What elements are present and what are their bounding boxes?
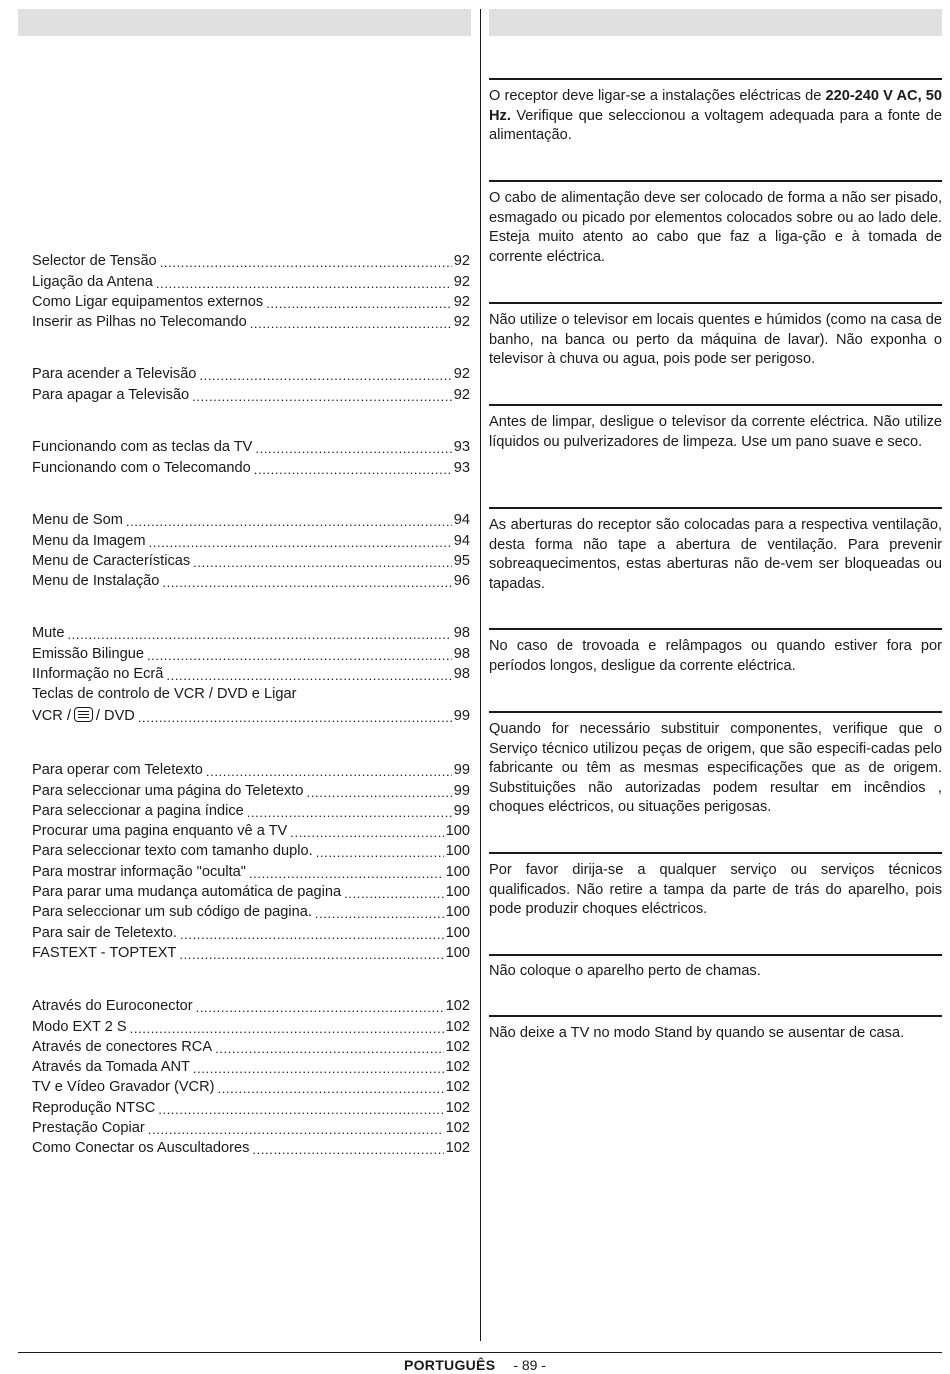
toc-leader [218,1081,444,1096]
toc-leader [126,514,452,529]
toc-item-page: 100 [445,924,470,941]
toc-item-page: 102 [445,1018,470,1035]
warning-rule [489,852,942,854]
toc-item-page: 102 [445,1038,470,1055]
toc-item-vcr-line1 [32,683,470,703]
toc-item-label: Inserir as Pilhas no Telecomando [32,314,247,331]
toc-item-label: Teclas de controlo de VCR / DVD e Ligar [32,686,297,703]
toc-item-page: 102 [445,1120,470,1137]
toc-item-page: 94 [453,512,470,529]
toc-item-label: Menu de Som [32,512,123,529]
warning-servicing: Por favor dirija-se a qualquer serviço ou serviços técnicos qualificados. Não retire a tampa da parte de trás do aparelho, pois pode produzir choques eléctricos. [489,862,942,917]
toc-item-label: Ligação da Antena [32,273,153,290]
toc-item-page: 99 [453,802,470,819]
warning-rule [489,954,942,956]
toc-item-page: 93 [453,439,470,456]
toc-group-7 [32,995,470,1157]
toc-item [32,840,470,860]
toc-leader [290,825,443,840]
warning-replacement-parts: Quando for necessário substituir componentes, verifique que o Serviço técnico utilizou peças de origem, que são especifi-cadas pelo fabricante ou têm as mesmas especificações que as de origem. Substituições não autorizadas podem resultar em incêndios , choques eléctricos, ou situações perigosas. [489,721,942,815]
toc-item [32,663,470,683]
toc-item [32,270,470,290]
toc-item-label: Para seleccionar uma página do Teletexto [32,782,304,799]
toc-item-page: 102 [445,998,470,1015]
toc-item [32,456,470,476]
toc-item-page: 102 [445,1140,470,1157]
toc-item [32,622,470,642]
warning-rule [489,1015,942,1017]
toc-item-page: 93 [453,459,470,476]
toc-item [32,1096,470,1116]
toc-item-label: Reprodução NTSC [32,1099,156,1116]
toc-leader [130,1021,444,1036]
toc-leader [193,555,452,570]
toc-item-label: Emissão Bilingue [32,645,144,662]
toc-item-label [32,707,135,725]
toc-item-label: Prestação Copiar [32,1120,145,1137]
toc-item-page: 92 [453,253,470,270]
toc-item [32,820,470,840]
toc-leader [215,1041,444,1056]
warning-rule [489,404,942,406]
toc-item-label: Através de conectores RCA [32,1038,213,1055]
toc-item-label: FASTEXT - TOPTEXT [32,944,177,961]
toc-item-page: 102 [445,1079,470,1096]
footer-rule [18,1352,942,1353]
warning-moisture: Não utilize o televisor em locais quentes e húmidos (como na casa de banho, na banca ou perto da máquina de lavar). Não exponha o televisor à chuva ou agua, pois pode ser perigoso. [489,312,942,367]
toc-item-label: Para seleccionar texto com tamanho duplo. [32,843,313,860]
toc-item [32,901,470,921]
toc-item [32,1137,470,1157]
toc-item-page: 102 [445,1099,470,1116]
warning-power-supply [489,87,942,146]
toc-item [32,642,470,662]
toc-item-label: Mute [32,625,65,642]
toc-leader [266,296,452,311]
warning-rule [489,302,942,304]
toc-item [32,363,470,383]
toc-item [32,570,470,590]
toc-item [32,509,470,529]
toc-leader [249,866,444,881]
toc-item-page: 100 [445,823,470,840]
toc-item-page: 99 [453,762,470,779]
toc-leader [180,927,444,942]
warning-power-cord: O cabo de alimentação deve ser colocado de forma a não ser pisado, esmagado ou picado por elementos colocados sobre ou ao lado dele. Esteja muito atento ao cabo que faz a liga-ção e à tomada de corrente eléctrica. [489,190,942,265]
warning-rule [489,628,942,630]
toc-item-page: 102 [445,1059,470,1076]
toc-item-label: Selector de Tensão [32,253,157,270]
toc-item-page: 92 [453,386,470,403]
page-number: - 89 - [513,1357,547,1373]
toc-item [32,383,470,403]
toc-leader [156,276,452,291]
toc-item [32,550,470,570]
toc-leader [252,1142,443,1157]
toc-item [32,436,470,456]
toc-leader [158,1102,443,1117]
toc-item [32,1015,470,1035]
toc-leader [196,1000,444,1015]
toc-item-label: IInformação no Ecrã [32,665,164,682]
toc-item [32,1036,470,1056]
toc-item-label: Através da Tomada ANT [32,1059,190,1076]
toc-item [32,800,470,820]
toc-item [32,1056,470,1076]
toc-leader [199,368,451,383]
warning-text: Verifique que seleccionou a voltagem adequada para a fonte de alimentação. [489,107,942,143]
toc-item-label: Para acender a Televisão [32,366,197,383]
toc-item-page: 100 [445,863,470,880]
toc-item-page: 94 [453,532,470,549]
toc-item-label: TV e Vídeo Gravador (VCR) [32,1079,215,1096]
toc-item [32,942,470,962]
toc-item [32,759,470,779]
toc-leader [315,906,444,921]
toc-leader [255,441,451,456]
toc-item-page: 100 [445,904,470,921]
toc-item-label: Para parar uma mudança automática de pagina [32,884,342,901]
warning-cleaning: Antes de limpar, desligue o televisor da corrente eléctrica. Não utilize líquidos ou pulverizadores de limpeza. Use um pano suave e seco. [489,414,942,450]
warning-flames: Não coloque o aparelho perto de chamas. [489,963,761,979]
toc-leader [147,648,452,663]
toc-item-page: 100 [445,843,470,860]
toc-item-page: 98 [453,625,470,642]
toc-group-5 [32,622,470,725]
toc-item [32,1076,470,1096]
toc-item-label: Como Conectar os Auscultadores [32,1140,250,1157]
toc-leader [166,668,451,683]
toc-item [32,921,470,941]
toc-item-page: 92 [453,314,470,331]
toc-item-vcr-line2 [32,703,470,725]
toc-item-page: 98 [453,665,470,682]
toc-leader [179,947,443,962]
warning-rule [489,180,942,182]
toc-leader [162,575,451,590]
toc-item-label: Para apagar a Televisão [32,386,190,403]
toc-item-label: Para operar com Teletexto [32,762,203,779]
toc-group-1 [32,250,470,331]
toc-leader [67,627,451,642]
vcr-label-start: VCR / [32,708,71,725]
warning-text: O receptor deve ligar-se a instalações eléctricas de [489,88,826,104]
toc-item [32,250,470,270]
toc-leader [307,785,452,800]
warning-rule [489,711,942,713]
toc-item-page: 98 [453,645,470,662]
toc-item [32,1117,470,1137]
toc-item [32,311,470,331]
toc-item-label: Modo EXT 2 S [32,1018,127,1035]
toc-item-label: Para sair de Teletexto. [32,924,177,941]
toc-leader [160,255,452,270]
toc-leader [149,535,452,550]
toc-leader [206,764,452,779]
toc-item-label: Através do Euroconector [32,998,193,1015]
toc-item-page: 100 [445,944,470,961]
warning-ventilation: As aberturas do receptor são colocadas para a respectiva ventilação, desta forma não tape a abertura de ventilação. Para prevenir sobreaquecimentos, estas aberturas não de-vem ser bloqueadas ou tapadas. [489,517,942,592]
toc-item-label: Funcionando com as teclas da TV [32,439,253,456]
toc-item [32,779,470,799]
toc-item-page: 95 [453,552,470,569]
warning-lightning: No caso de trovoada e relâmpagos ou quando estiver fora por períodos longos, desligue da corrente eléctrica. [489,638,942,674]
toc-group-6 [32,759,470,962]
toc-item-page: 99 [453,782,470,799]
toc-leader [148,1122,444,1137]
teletext-icon [74,707,93,722]
toc-item-page: 96 [453,573,470,590]
toc-item-label: Como Ligar equipamentos externos [32,293,264,310]
toc-leader [138,710,452,725]
toc-group-2 [32,363,470,404]
toc-item-label: Procurar uma pagina enquanto vê a TV [32,823,288,840]
toc-leader [344,886,444,901]
left-header-bar [18,9,471,36]
toc-leader [192,389,452,404]
toc-item-label: Funcionando com o Telecomando [32,459,251,476]
vcr-label-end: / DVD [95,708,135,725]
toc-item [32,881,470,901]
toc-item-label: Menu de Instalação [32,573,160,590]
toc-item-label: Menu de Características [32,552,191,569]
toc-item-page: 100 [445,884,470,901]
warning-rule [489,78,942,80]
toc-item-label: Para mostrar informação "oculta" [32,863,246,880]
toc-item-page: 99 [453,708,470,725]
toc-item [32,995,470,1015]
toc-leader [316,845,444,860]
toc-leader [254,462,452,477]
toc-item [32,860,470,880]
toc-group-3 [32,436,470,477]
footer-language: PORTUGUÊS [403,1357,496,1373]
right-header-bar [489,9,942,36]
toc-item-label: Para seleccionar um sub código de pagina. [32,904,312,921]
warning-rule [489,507,942,509]
toc-leader [193,1061,444,1076]
column-divider [480,9,481,1341]
toc-group-4 [32,509,470,590]
warning-voltage: 220-240 V AC, 50 Hz. [489,88,942,124]
toc-item [32,529,470,549]
warning-standby: Não deixe a TV no modo Stand by quando se ausentar de casa. [489,1025,905,1041]
toc-item-label: Menu da Imagem [32,532,146,549]
toc-item [32,291,470,311]
toc-item-page: 92 [453,293,470,310]
toc-item-page: 92 [453,366,470,383]
toc-leader [247,805,452,820]
toc-item-page: 92 [453,273,470,290]
toc-item-label: Para seleccionar a pagina índice [32,802,244,819]
page-footer [0,1356,950,1374]
toc-leader [250,316,452,331]
